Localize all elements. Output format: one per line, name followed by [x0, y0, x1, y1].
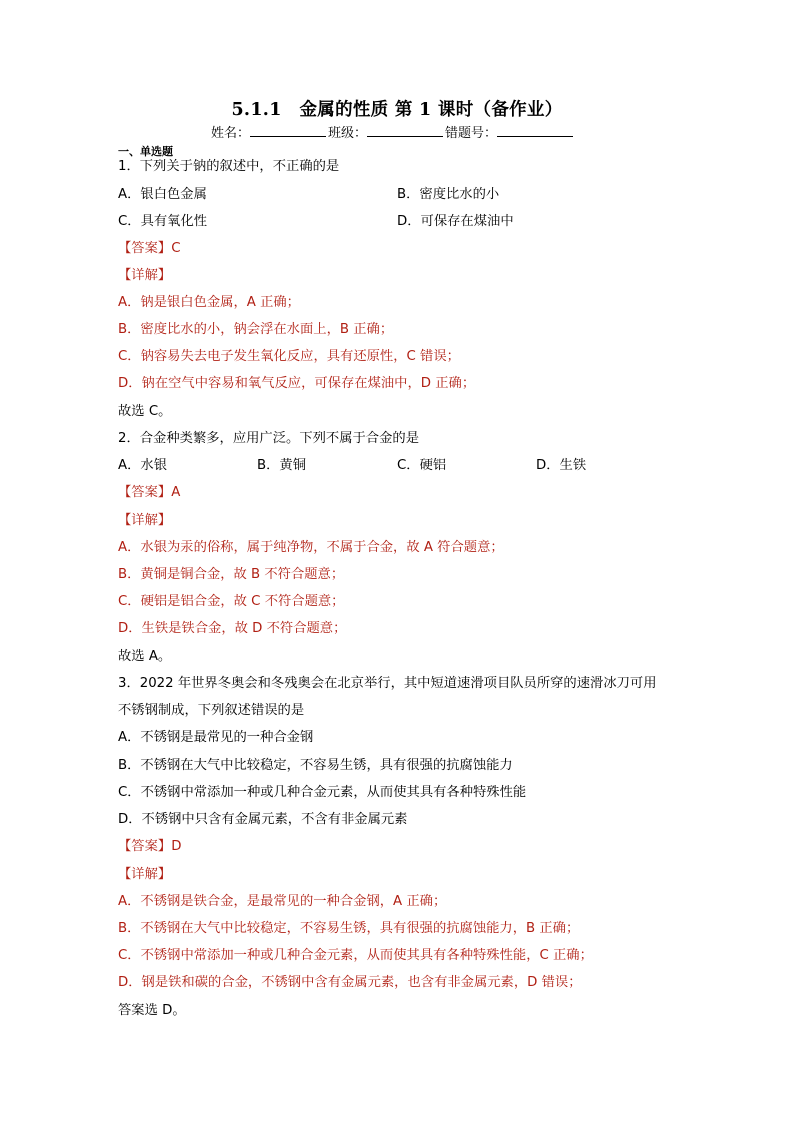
class-blank[interactable] [367, 124, 443, 137]
q3-answer [118, 838, 181, 856]
q2-stem: 2．合金种类繁多，应用广泛。下列不属于合金的是 [118, 431, 419, 446]
q2-answer [118, 484, 180, 502]
q3-detail-tag: 【详解】 [118, 867, 172, 882]
wrong-blank[interactable] [497, 124, 573, 137]
answer-value: A [171, 485, 181, 500]
q3-option-b: B．不锈钢在大气中比较稳定，不容易生锈，具有很强的抗腐蚀能力 [118, 758, 513, 773]
class-label: 班级： [328, 126, 368, 141]
q1-detail-tag: 【详解】 [118, 268, 172, 283]
q3-detail-d: D．钢是铁和碳的合金，不锈钢中含有金属元素，也含有非金属元素，D 错误； [118, 975, 582, 990]
q1-option-b: B．密度比水的小 [397, 187, 500, 202]
q1-answer [118, 240, 180, 258]
q2-option-c: C．硬铝 [397, 458, 447, 473]
q1-option-d: D．可保存在煤油中 [397, 214, 514, 229]
q1-conclusion: 故选 C。 [118, 404, 172, 419]
answer-tag: 【答案】 [118, 485, 172, 500]
name-label: 姓名： [211, 126, 251, 141]
q1-stem: 1．下列关于钠的叙述中，不正确的是 [118, 159, 340, 174]
q3-option-c: C．不锈钢中常添加一种或几种合金元素，从而使其具有各种特殊性能 [118, 785, 527, 800]
page-title: 5.1.1 金属的性质 第 1 课时（备作业） [231, 100, 563, 120]
q3-detail-b: B．不锈钢在大气中比较稳定，不容易生锈，具有很强的抗腐蚀能力，B 正确； [118, 921, 580, 936]
q3-detail-a: A．不锈钢是铁合金，是最常见的一种合金钢，A 正确； [118, 894, 447, 909]
section-heading: 一、单选题 [118, 145, 173, 158]
q1-option-a: A．银白色金属 [118, 187, 207, 202]
student-info-line [211, 122, 575, 141]
q3-option-a: A．不锈钢是最常见的一种合金钢 [118, 730, 314, 745]
q3-detail-c: C．不锈钢中常添加一种或几种合金元素，从而使其具有各种特殊性能，C 正确； [118, 948, 593, 963]
name-blank[interactable] [250, 124, 326, 137]
q2-detail-d: D．生铁是铁合金，故 D 不符合题意； [118, 621, 347, 636]
answer-value: C [171, 241, 181, 256]
q2-detail-a: A．水银为汞的俗称，属于纯净物，不属于合金，故 A 符合题意； [118, 540, 504, 555]
q1-option-c: C．具有氧化性 [118, 214, 208, 229]
q3-stem-line1: 3．2022 年世界冬奥会和冬残奥会在北京举行，其中短道速滑项目队员所穿的速滑冰刀可用 [118, 676, 657, 691]
answer-tag: 【答案】 [118, 241, 172, 256]
q2-option-a: A．水银 [118, 458, 167, 473]
q2-option-d: D．生铁 [536, 458, 587, 473]
q1-detail-c: C．钠容易失去电子发生氧化反应，具有还原性，C 错误； [118, 349, 460, 364]
q3-conclusion: 答案选 D。 [118, 1003, 186, 1018]
q1-detail-a: A．钠是银白色金属，A 正确； [118, 295, 300, 310]
wrong-label: 错题号： [445, 126, 498, 141]
q2-option-b: B．黄铜 [257, 458, 307, 473]
q2-conclusion: 故选 A。 [118, 649, 172, 664]
q2-detail-tag: 【详解】 [118, 513, 172, 528]
q2-detail-c: C．硬铝是铝合金，故 C 不符合题意； [118, 594, 345, 609]
q1-detail-d: D．钠在空气中容易和氧气反应，可保存在煤油中，D 正确； [118, 376, 476, 391]
q3-stem-line2: 不锈钢制成，下列叙述错误的是 [118, 703, 305, 718]
q2-detail-b: B．黄铜是铜合金，故 B 不符合题意； [118, 567, 345, 582]
q1-detail-b: B．密度比水的小，钠会浮在水面上，B 正确； [118, 322, 394, 337]
answer-tag: 【答案】 [118, 839, 172, 854]
q3-option-d: D．不锈钢中只含有金属元素，不含有非金属元素 [118, 812, 408, 827]
answer-value: D [171, 839, 182, 854]
